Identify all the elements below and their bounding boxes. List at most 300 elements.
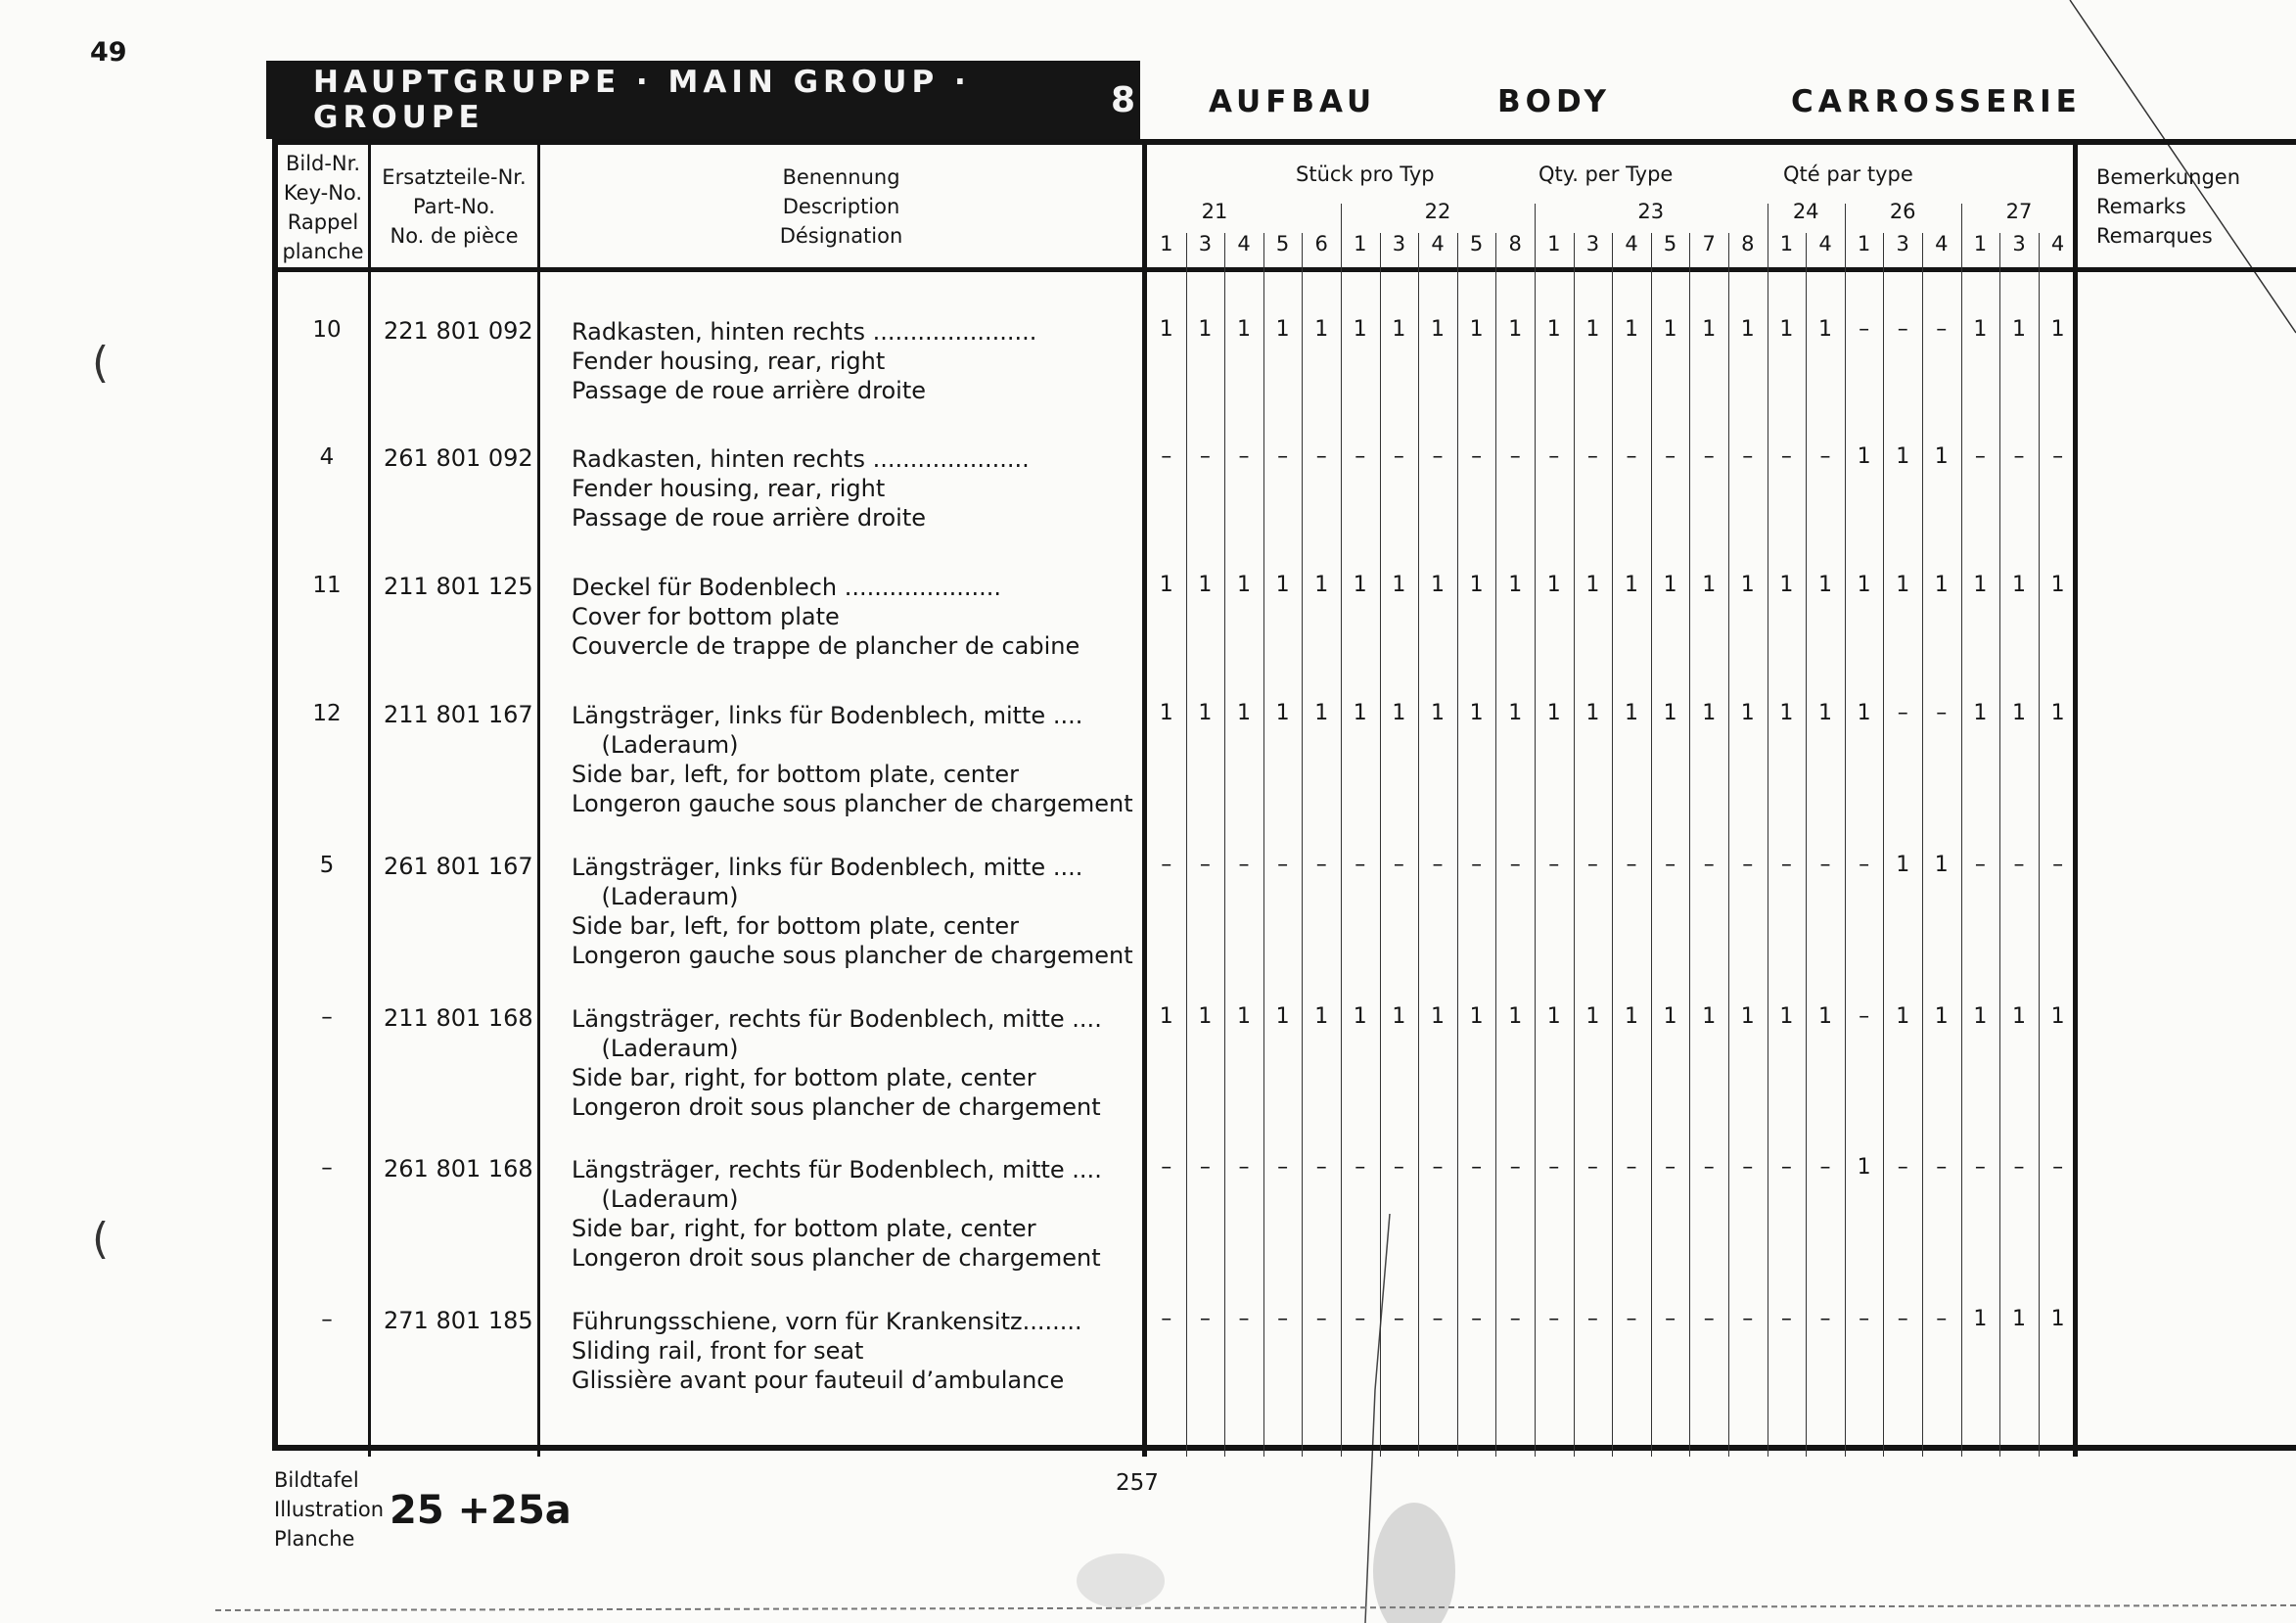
qty-cell: – (1432, 444, 1444, 469)
qty-cell: – (1665, 1307, 1676, 1331)
qty-cell: 1 (1663, 573, 1677, 597)
qty-cell: 1 (1740, 1004, 1755, 1029)
qty-cell: – (1277, 444, 1289, 469)
qty-cell: 1 (1779, 573, 1794, 597)
qty-cell: – (1355, 444, 1366, 469)
group-separator (1535, 204, 1536, 233)
qty-cell: 1 (1508, 573, 1523, 597)
qty-cell: 1 (1857, 1155, 1871, 1180)
qty-cell: 1 (1508, 1004, 1523, 1029)
qty-cell: 1 (1431, 317, 1445, 342)
qty-cell: – (1819, 444, 1831, 469)
qty-cell: – (1974, 853, 1986, 877)
description-line: Side bar, right, for bottom plate, center (572, 1215, 1036, 1242)
qty-cell: 1 (1663, 317, 1677, 342)
qty-cell: – (1277, 1155, 1289, 1180)
row-key-number: 4 (319, 444, 335, 470)
group-number: 8 (1110, 79, 1140, 120)
qty-cell: – (1819, 1155, 1831, 1180)
qty-cell: – (1665, 853, 1676, 877)
qty-cell: – (1471, 1155, 1483, 1180)
qty-cell: 1 (1934, 444, 1949, 469)
qty-cell: – (1509, 853, 1521, 877)
qty-cell: 1 (1663, 1004, 1677, 1029)
qty-cell: 1 (1237, 573, 1251, 597)
qty-col-line (1651, 233, 1652, 1457)
qty-cell: – (1432, 1307, 1444, 1331)
qty-cell: 1 (1353, 701, 1367, 725)
qty-cell: 1 (1625, 1004, 1638, 1029)
qty-cell: – (1897, 317, 1908, 342)
qty-cell: – (1859, 317, 1870, 342)
type-column-label: 8 (1508, 232, 1522, 255)
qty-cell: – (1626, 444, 1637, 469)
type-column-label: 1 (1779, 232, 1794, 255)
qty-cell: 1 (1740, 701, 1755, 725)
qty-col-line (1263, 233, 1264, 1457)
row-part-number: 221 801 092 (384, 317, 533, 345)
type-group-label: 24 (1792, 200, 1819, 223)
qty-cell: – (1509, 1307, 1521, 1331)
qty-col-line (1574, 233, 1575, 1457)
qty-cell: 1 (1392, 1004, 1406, 1029)
qty-cell: 1 (1314, 317, 1329, 342)
qty-cell: 1 (1159, 317, 1173, 342)
section-title-de: AUFBAU (1209, 84, 1377, 119)
type-column-label: 3 (2012, 232, 2026, 255)
qty-cell: – (1393, 444, 1404, 469)
qty-cell: 1 (1237, 701, 1251, 725)
description-line: Fender housing, rear, right (572, 348, 886, 375)
qty-cell: 1 (1896, 444, 1910, 469)
qty-cell: – (1586, 1155, 1598, 1180)
group-separator (1961, 204, 1962, 233)
qty-cell: 1 (2050, 317, 2065, 342)
description-line: Radkasten, hinten rechts ...................... (572, 318, 1037, 346)
qty-cell: 1 (1198, 317, 1213, 342)
qty-cell: – (1509, 444, 1521, 469)
type-column-label: 1 (1160, 232, 1173, 255)
qty-cell: 1 (1663, 701, 1677, 725)
type-column-label: 4 (1237, 232, 1251, 255)
qty-cell: – (1199, 1307, 1211, 1331)
qty-cell: – (1936, 701, 1948, 725)
qty-cell: – (2013, 1155, 2025, 1180)
description-line: Radkasten, hinten rechts ..................... (572, 445, 1030, 473)
qty-cell: 1 (1896, 1004, 1910, 1029)
qty-cell: 1 (1275, 573, 1290, 597)
qty-cell: – (1315, 444, 1327, 469)
qty-col-line (1728, 233, 1729, 1457)
row-description (572, 444, 1030, 533)
qty-cell: – (1859, 1307, 1870, 1331)
qty-cell: – (1742, 853, 1754, 877)
col-divider (368, 145, 371, 1457)
qty-cell: 1 (1818, 573, 1832, 597)
qty-cell: 1 (1934, 1004, 1949, 1029)
description-line: Passage de roue arrière droite (572, 377, 926, 404)
qty-cell: 1 (1818, 1004, 1832, 1029)
qty-cell: – (1238, 444, 1250, 469)
row-description (572, 1004, 1102, 1122)
type-group-label: 26 (1889, 200, 1916, 223)
qty-cell: 1 (1275, 317, 1290, 342)
qty-cell: 1 (1431, 701, 1445, 725)
row-part-number: 261 801 092 (384, 444, 533, 472)
qty-cell: 1 (2050, 1004, 2065, 1029)
type-column-label: 4 (1935, 232, 1949, 255)
description-line: Führungsschiene, vorn für Krankensitz........ (572, 1308, 1082, 1335)
type-column-label: 4 (1818, 232, 1832, 255)
qty-cell: 1 (1740, 573, 1755, 597)
qty-cell: – (1471, 1307, 1483, 1331)
qty-cell: – (1471, 853, 1483, 877)
description-line: Längsträger, rechts für Bodenblech, mitte .... (572, 1156, 1102, 1183)
qty-cell: 1 (1546, 573, 1561, 597)
description-line: Couvercle de trappe de plancher de cabine (572, 632, 1080, 660)
qty-cell: – (1548, 1155, 1560, 1180)
qty-cell: – (1355, 1307, 1366, 1331)
qty-col-line (1806, 233, 1807, 1457)
row-description (572, 317, 1036, 405)
qty-cell: 1 (1934, 573, 1949, 597)
type-column-label: 1 (1547, 232, 1561, 255)
qty-col-line (1612, 233, 1613, 1457)
qty-cell: – (1471, 444, 1483, 469)
qty-cell: – (1199, 1155, 1211, 1180)
description-line: Longeron droit sous plancher de chargement (572, 1244, 1101, 1272)
type-column-label: 5 (1663, 232, 1677, 255)
qty-cell: 1 (1237, 1004, 1251, 1029)
col-divider (537, 145, 540, 1457)
qty-col-line (1999, 233, 2000, 1457)
qty-cell: 1 (2012, 573, 2026, 597)
type-column-label: 5 (1469, 232, 1484, 255)
qty-cell: – (1432, 853, 1444, 877)
qty-cell: – (1393, 853, 1404, 877)
qty-cell: – (1199, 853, 1211, 877)
qty-cell: 1 (1198, 573, 1213, 597)
qty-cell: 1 (1508, 701, 1523, 725)
qty-cell: 1 (1431, 573, 1445, 597)
qty-col-line (1341, 233, 1342, 1457)
qty-cell: – (1355, 1155, 1366, 1180)
row-key-number: – (321, 1307, 333, 1332)
qty-cell: – (1897, 1307, 1908, 1331)
qty-cell: – (1742, 444, 1754, 469)
qty-cell: – (1859, 1004, 1870, 1029)
qty-cell: – (1703, 853, 1715, 877)
type-column-label: 1 (1973, 232, 1988, 255)
type-column-label: 4 (1431, 232, 1445, 255)
key-header: Bild-Nr. Key-No. Rappel planche (282, 152, 364, 263)
description-line: Längsträger, links für Bodenblech, mitte .... (572, 702, 1083, 729)
qty-cell: – (1974, 1155, 1986, 1180)
main-group-label: HAUPTGRUPPE · MAIN GROUP · GROUPE (313, 65, 971, 135)
qty-header-de: Stück pro Typ (1296, 162, 1435, 186)
qty-col-line (1689, 233, 1690, 1457)
type-column-label: 1 (1857, 232, 1871, 255)
qty-cell: – (1586, 444, 1598, 469)
qty-cell: 1 (1469, 317, 1484, 342)
qty-cell: 1 (1585, 1004, 1600, 1029)
qty-col-line (1535, 233, 1536, 1457)
qty-cell: 1 (1314, 701, 1329, 725)
group-separator (1845, 204, 1846, 233)
plate-number: 25 +25a (390, 1488, 572, 1533)
qty-cell: – (1859, 853, 1870, 877)
qty-cell: – (1780, 444, 1792, 469)
row-key-number: 12 (312, 701, 342, 726)
qty-cell: 1 (1702, 573, 1717, 597)
row-key-number: 10 (312, 317, 342, 343)
row-key-number: 11 (312, 573, 342, 598)
qty-cell: – (1703, 1307, 1715, 1331)
row-description (572, 573, 1079, 661)
row-description (572, 1307, 1082, 1395)
qty-cell: 1 (1469, 1004, 1484, 1029)
type-column-label: 3 (1896, 232, 1909, 255)
type-group-label: 23 (1637, 200, 1665, 223)
qty-cell: – (1315, 1155, 1327, 1180)
description-line: Cover for bottom plate (572, 603, 840, 630)
qty-cell: 1 (2050, 1307, 2065, 1331)
description-line: Longeron droit sous plancher de chargement (572, 1093, 1101, 1121)
qty-cell: – (1355, 853, 1366, 877)
description-line: Längsträger, rechts für Bodenblech, mitte .... (572, 1005, 1102, 1033)
row-part-number: 211 801 167 (384, 701, 533, 728)
qty-cell: 1 (1857, 444, 1871, 469)
qty-cell: 1 (1392, 317, 1406, 342)
desc-header: Benennung Description Désignation (779, 165, 903, 248)
qty-cell: 1 (1353, 317, 1367, 342)
qty-cell: 1 (1702, 1004, 1717, 1029)
section-title-en: BODY (1497, 84, 1611, 119)
description-line: (Laderaum) (572, 1185, 739, 1213)
qty-cell: 1 (1469, 701, 1484, 725)
type-group-label: 22 (1424, 200, 1451, 223)
qty-cell: – (1665, 444, 1676, 469)
qty-cell: 1 (1702, 701, 1717, 725)
qty-cell: 1 (1431, 1004, 1445, 1029)
qty-cell: 1 (1973, 1004, 1988, 1029)
qty-cell: 1 (1702, 317, 1717, 342)
qty-cell: 1 (1896, 573, 1910, 597)
qty-cell: – (1548, 444, 1560, 469)
qty-cell: 1 (1314, 573, 1329, 597)
qty-cell: 1 (1585, 701, 1600, 725)
qty-cell: – (1626, 1307, 1637, 1331)
qty-cell: – (1548, 853, 1560, 877)
qty-cell: – (1393, 1155, 1404, 1180)
qty-cell: 1 (1198, 701, 1213, 725)
qty-cell: 1 (1857, 701, 1871, 725)
qty-cell: – (1161, 853, 1172, 877)
qty-cell: – (1315, 1307, 1327, 1331)
qty-cell: 1 (2012, 1004, 2026, 1029)
qty-cell: 1 (1508, 317, 1523, 342)
remarks-header: Bemerkungen Remarks Remarques (2096, 165, 2241, 248)
row-description (572, 1155, 1102, 1273)
qty-cell: – (1393, 1307, 1404, 1331)
row-part-number: 211 801 125 (384, 573, 533, 600)
type-column-label: 6 (1314, 232, 1328, 255)
qty-cell: – (1819, 1307, 1831, 1331)
qty-cell: 1 (1546, 701, 1561, 725)
qty-cell: – (1665, 1155, 1676, 1180)
qty-cell: – (1315, 853, 1327, 877)
qty-cell: 1 (1625, 573, 1638, 597)
qty-cell: 1 (1159, 1004, 1173, 1029)
qty-col-line (1961, 233, 1962, 1457)
qty-cell: 1 (2012, 701, 2026, 725)
qty-cell: – (1897, 1155, 1908, 1180)
qty-cell: – (1703, 1155, 1715, 1180)
description-line: (Laderaum) (572, 731, 739, 759)
qty-col-line (1495, 233, 1496, 1457)
qty-cell: – (2052, 853, 2064, 877)
qty-col-line (1845, 233, 1846, 1457)
qty-cell: 1 (1546, 1004, 1561, 1029)
qty-cell: – (1161, 1307, 1172, 1331)
part-header: Ersatzteile-Nr. Part-No. No. de pièce (382, 165, 527, 248)
qty-cell: 1 (1275, 701, 1290, 725)
center-page-number: 257 (1116, 1470, 1159, 1496)
type-column-label: 3 (1198, 232, 1213, 255)
type-column-label: 1 (1354, 232, 1367, 255)
col-divider (2073, 145, 2078, 1457)
qty-cell: 1 (2050, 573, 2065, 597)
qty-cell: – (1936, 1307, 1948, 1331)
qty-cell: 1 (1392, 701, 1406, 725)
qty-cell: 1 (1973, 1307, 1988, 1331)
qty-col-line (1380, 233, 1381, 1457)
description-line: (Laderaum) (572, 1035, 739, 1062)
row-description (572, 701, 1133, 818)
type-column-label: 4 (1625, 232, 1638, 255)
description-line: (Laderaum) (572, 883, 739, 910)
qty-cell: – (1819, 853, 1831, 877)
qty-cell: – (2052, 444, 2064, 469)
row-key-number: 5 (319, 853, 335, 878)
type-column-label: 3 (1585, 232, 1600, 255)
qty-cell: 1 (1896, 853, 1910, 877)
qty-cell: – (1432, 1155, 1444, 1180)
qty-col-line (1883, 233, 1884, 1457)
qty-cell: – (1703, 444, 1715, 469)
qty-cell: 1 (1585, 573, 1600, 597)
type-column-label: 4 (2050, 232, 2065, 255)
description-line: Passage de roue arrière droite (572, 504, 926, 532)
description-line: Sliding rail, front for seat (572, 1337, 864, 1365)
main-group-banner (266, 61, 1140, 139)
row-part-number: 271 801 185 (384, 1307, 533, 1334)
qty-cell: – (2013, 444, 2025, 469)
description-line: Fender housing, rear, right (572, 475, 886, 502)
qty-cell: – (2052, 1155, 2064, 1180)
qty-cell: – (2013, 853, 2025, 877)
qty-cell: – (1780, 1155, 1792, 1180)
qty-cell: – (1742, 1307, 1754, 1331)
row-description (572, 853, 1133, 970)
type-group-label: 27 (2005, 200, 2033, 223)
qty-cell: 1 (1159, 701, 1173, 725)
type-group-label: 21 (1201, 200, 1228, 223)
row-part-number: 261 801 167 (384, 853, 533, 880)
qty-cell: – (1780, 853, 1792, 877)
page-number: 49 (90, 37, 127, 68)
description-line: Longeron gauche sous plancher de chargement (572, 942, 1133, 969)
qty-cell: – (1509, 1155, 1521, 1180)
description-line: Deckel für Bodenblech ..................... (572, 574, 1001, 601)
qty-cell: 1 (1198, 1004, 1213, 1029)
qty-cell: 1 (1779, 317, 1794, 342)
group-separator (1341, 204, 1342, 233)
qty-cell: – (1586, 853, 1598, 877)
col-divider (1142, 145, 1147, 1457)
qty-cell: 1 (1740, 317, 1755, 342)
plate-label: Bildtafel Illustration Planche (274, 1468, 385, 1551)
qty-cell: 1 (1546, 317, 1561, 342)
qty-cell: 1 (1973, 317, 1988, 342)
qty-cell: 1 (1625, 317, 1638, 342)
qty-cell: 1 (1818, 701, 1832, 725)
qty-col-line (1922, 233, 1923, 1457)
qty-cell: – (1199, 444, 1211, 469)
qty-header-fr: Qté par type (1783, 162, 1913, 186)
qty-cell: 1 (1469, 573, 1484, 597)
description-line: Längsträger, links für Bodenblech, mitte .... (572, 854, 1083, 881)
description-line: Side bar, left, for bottom plate, center (572, 912, 1020, 940)
qty-cell: – (1238, 1155, 1250, 1180)
qty-cell: – (1742, 1155, 1754, 1180)
qty-cell: – (1238, 1307, 1250, 1331)
qty-cell: 1 (1973, 701, 1988, 725)
type-column-label: 5 (1275, 232, 1290, 255)
description-line: Side bar, left, for bottom plate, center (572, 761, 1020, 788)
qty-cell: 1 (1934, 853, 1949, 877)
qty-cell: – (1897, 701, 1908, 725)
qty-cell: 1 (2012, 1307, 2026, 1331)
description-line: Side bar, right, for bottom plate, center (572, 1064, 1036, 1091)
qty-cell: – (1161, 1155, 1172, 1180)
description-line: Longeron gauche sous plancher de chargement (572, 790, 1133, 817)
binding-mark: ( (92, 338, 110, 388)
qty-cell: – (1936, 317, 1948, 342)
qty-cell: – (1780, 1307, 1792, 1331)
qty-cell: 1 (1818, 317, 1832, 342)
qty-cell: 1 (1625, 701, 1638, 725)
qty-cell: – (1277, 1307, 1289, 1331)
row-key-number: – (321, 1004, 333, 1030)
qty-cell: 1 (1353, 573, 1367, 597)
qty-cell: 1 (1857, 573, 1871, 597)
qty-col-line (1186, 233, 1187, 1457)
description-line: Glissière avant pour fauteuil d’ambulance (572, 1367, 1065, 1394)
qty-cell: 1 (1585, 317, 1600, 342)
qty-cell: – (1161, 444, 1172, 469)
row-part-number: 261 801 168 (384, 1155, 533, 1182)
qty-cell: – (1586, 1307, 1598, 1331)
section-title-fr: CARROSSERIE (1791, 84, 2082, 119)
qty-cell: 1 (1275, 1004, 1290, 1029)
qty-cell: – (1277, 853, 1289, 877)
binding-mark: ( (92, 1214, 110, 1264)
qty-cell: 1 (1973, 573, 1988, 597)
qty-cell: 1 (1779, 701, 1794, 725)
qty-header-en: Qty. per Type (1538, 162, 1674, 186)
qty-cell: 1 (1392, 573, 1406, 597)
